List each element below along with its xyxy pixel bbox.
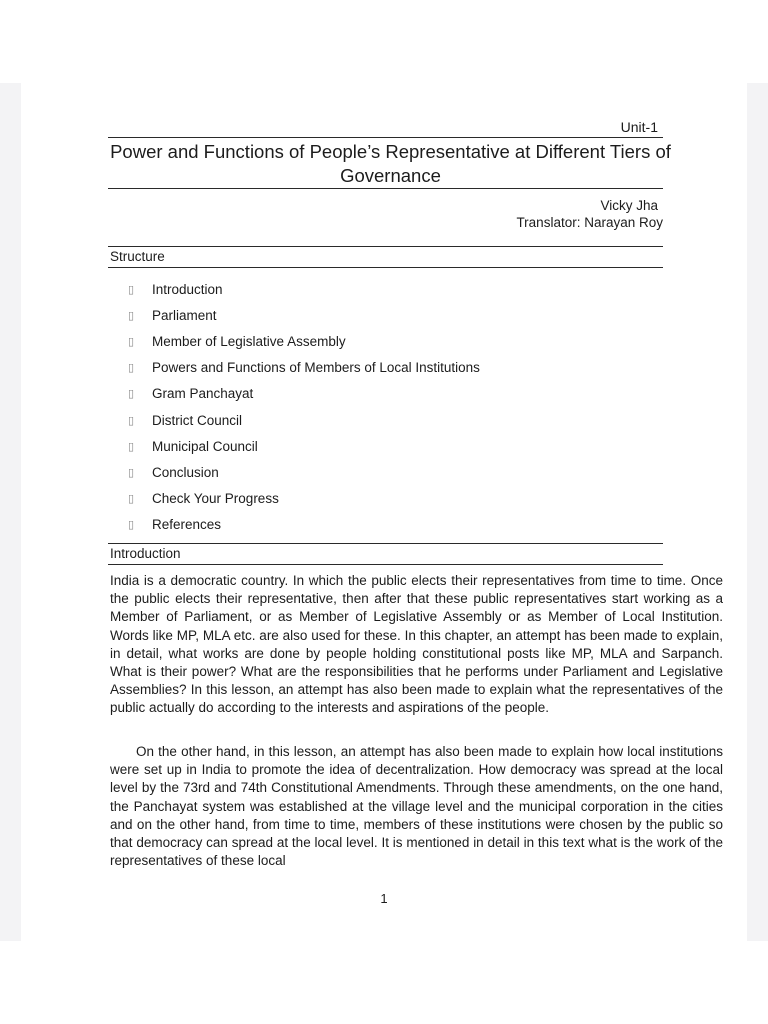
structure-item — [128, 433, 480, 459]
structure-item — [128, 512, 480, 538]
bullet-icon: ▯ — [128, 466, 135, 479]
structure-item-label: Member of Legislative Assembly — [152, 333, 346, 349]
structure-bottom-rule — [108, 267, 663, 268]
introduction-heading: Introduction — [110, 546, 181, 561]
structure-item — [128, 486, 480, 512]
bullet-icon: ▯ — [128, 362, 135, 375]
page-number: 1 — [380, 891, 388, 906]
bullet-icon: ▯ — [128, 440, 135, 453]
bullet-icon: ▯ — [128, 414, 135, 427]
structure-item-label: Conclusion — [152, 464, 219, 480]
structure-item — [128, 381, 480, 407]
title-top-rule — [108, 137, 663, 138]
page-title: Power and Functions of People’s Representative at Different Tiers of Governance — [110, 141, 671, 186]
structure-item-label: Introduction — [152, 281, 223, 297]
structure-heading: Structure — [110, 249, 165, 264]
left-page-gutter — [0, 83, 21, 941]
bullet-icon: ▯ — [128, 283, 135, 296]
structure-item — [128, 355, 480, 381]
structure-item-label: Check Your Progress — [152, 491, 279, 507]
introduction-bottom-rule — [108, 564, 663, 565]
structure-item-label: Powers and Functions of Members of Local Institutions — [152, 360, 480, 376]
bullet-icon: ▯ — [128, 335, 135, 348]
right-page-gutter — [747, 83, 768, 941]
introduction-paragraph-2: On the other hand, in this lesson, an attempt has also been made to explain how local institutions were set up in India to promote the idea of decentralization. How democracy was spread at the local level by the 73rd and 74th Constitutional Amendments. Through these amendments, on the one hand, the Panchayat system was established at the village level and the municipal corporation in the cities and on the other hand, from time to time, members of these institutions were chosen by the public so that democracy can spread at the local level. It is mentioned in detail in this text what is the work of the representatives of these local — [110, 744, 723, 869]
author-name: Vicky Jha — [600, 198, 658, 213]
structure-top-rule — [108, 246, 663, 247]
introduction-paragraph-1: India is a democratic country. In which the public elects their representatives from time to time. Once the public elects their representative, then after that these public representatives start working as a Member of Parliament, or as Member of Legislative Assembly or as Member of Local Institution. Words like MP, MLA etc. are also used for these. In this chapter, an attempt has been made to explain, in detail, what works are done by people holding constitutional posts like MP, MLA and Sarpanch. What is their power? What are the responsibilities that he performs under Parliament and Legislative Assemblies? In this lesson, an attempt has also been made to explain what the representatives of the public actually do according to the interests and aspirations of the people. — [110, 573, 723, 716]
bullet-icon: ▯ — [128, 309, 135, 322]
unit-label: Unit-1 — [620, 119, 658, 135]
structure-item-label: Parliament — [152, 307, 217, 323]
structure-item-label: Gram Panchayat — [152, 386, 254, 402]
structure-item — [128, 276, 480, 302]
structure-item-label: Municipal Council — [152, 438, 258, 454]
bullet-icon: ▯ — [128, 519, 135, 532]
bullet-icon: ▯ — [128, 493, 135, 506]
structure-item — [128, 328, 480, 354]
structure-list — [128, 276, 480, 538]
structure-item-label: References — [152, 517, 222, 533]
structure-item-label: District Council — [152, 412, 243, 428]
structure-item — [128, 407, 480, 433]
structure-item — [128, 302, 480, 328]
bullet-icon: ▯ — [128, 388, 135, 401]
title-bottom-rule — [108, 188, 663, 189]
introduction-top-rule — [108, 543, 663, 544]
translator-name: Translator: Narayan Roy — [516, 215, 663, 230]
structure-item — [128, 459, 480, 485]
